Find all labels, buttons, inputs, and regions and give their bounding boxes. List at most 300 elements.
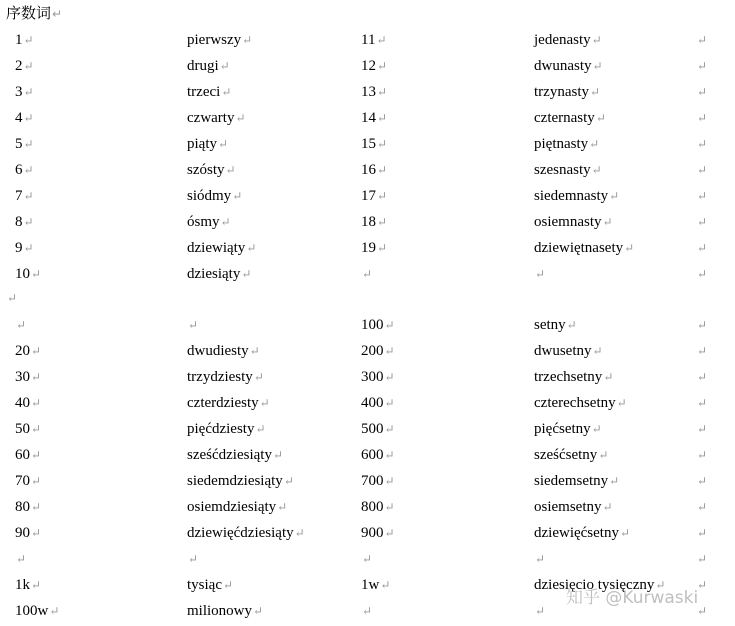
watermark: 知乎 @Kurwaski	[566, 588, 699, 608]
paragraph-mark-icon: ↵	[377, 241, 388, 255]
ordinal-word-cell: ósmy	[187, 214, 220, 230]
table-cell	[15, 471, 41, 491]
number-cell: 1	[15, 32, 23, 48]
paragraph-mark-icon: ↵	[535, 604, 546, 618]
paragraph-mark-icon: ↵	[535, 552, 546, 566]
ordinal-word-cell: dziewiętnasety	[534, 240, 624, 256]
ordinal-word-cell: siedemdziesiąty	[187, 473, 283, 489]
paragraph-mark-icon: ↵	[223, 578, 234, 592]
table-cell	[534, 341, 603, 361]
table-cell	[361, 445, 395, 465]
paragraph-mark-icon: ↵	[616, 396, 627, 410]
table-cell	[534, 56, 603, 76]
number-cell: 13	[361, 84, 376, 100]
number-cell: 90	[15, 525, 30, 541]
table-row	[0, 30, 735, 50]
paragraph-mark-icon: ↵	[241, 267, 252, 281]
number-cell: 400	[361, 395, 384, 411]
paragraph-mark-icon: ↵	[592, 59, 603, 73]
number-cell: 15	[361, 136, 376, 152]
paragraph-mark-icon: ↵	[220, 215, 231, 229]
table-cell	[187, 445, 283, 465]
paragraph-mark-icon: ↵	[697, 448, 708, 462]
number-cell: 800	[361, 499, 384, 515]
table-cell	[361, 315, 395, 335]
paragraph-mark-icon: ↵	[232, 189, 243, 203]
table-row	[0, 549, 735, 569]
paragraph-mark-icon: ↵	[697, 552, 708, 566]
table-cell	[534, 212, 613, 232]
paragraph-mark-icon: ↵	[697, 396, 708, 410]
paragraph-mark-icon: ↵	[219, 59, 230, 73]
table-cell	[15, 549, 26, 569]
paragraph-mark-icon: ↵	[609, 474, 620, 488]
paragraph-mark-icon: ↵	[380, 578, 391, 592]
table-cell	[187, 30, 252, 50]
paragraph-mark-icon: ↵	[619, 526, 631, 540]
table-cell	[187, 264, 251, 284]
paragraph-mark-icon: ↵	[7, 291, 18, 305]
number-cell: 200	[361, 343, 384, 359]
paragraph-mark-icon: ↵	[23, 85, 34, 99]
table-cell	[361, 549, 372, 569]
table-cell	[15, 445, 41, 465]
ordinal-word-cell: czternasty	[534, 110, 595, 126]
table-cell	[696, 393, 707, 413]
ordinal-word-cell: trzydziesty	[187, 369, 253, 385]
paragraph-mark-icon: ↵	[655, 578, 666, 592]
paragraph-mark-icon: ↵	[362, 267, 373, 281]
table-cell	[534, 549, 545, 569]
paragraph-mark-icon: ↵	[376, 33, 387, 47]
number-cell: 6	[15, 162, 23, 178]
table-row	[0, 82, 735, 102]
table-cell	[534, 134, 599, 154]
ordinal-word-cell: jedenasty	[534, 32, 591, 48]
table-row	[0, 108, 735, 128]
number-cell: 1w	[361, 577, 380, 593]
number-cell: 3	[15, 84, 23, 100]
table-cell	[696, 56, 707, 76]
paragraph-mark-icon: ↵	[377, 215, 388, 229]
ordinal-word-cell: pięćsetny	[534, 421, 591, 437]
page-title	[6, 3, 62, 23]
table-cell	[361, 56, 387, 76]
number-cell: 50	[15, 421, 30, 437]
number-cell: 70	[15, 473, 30, 489]
paragraph-mark-icon: ↵	[592, 344, 603, 358]
number-cell: 9	[15, 240, 23, 256]
table-cell	[15, 575, 41, 595]
table-cell	[361, 212, 387, 232]
paragraph-mark-icon: ↵	[221, 85, 232, 99]
table-cell	[187, 315, 198, 335]
table-cell	[15, 315, 26, 335]
number-cell: 7	[15, 188, 23, 204]
paragraph-mark-icon: ↵	[31, 526, 42, 540]
ordinal-word-cell: siódmy	[187, 188, 232, 204]
number-cell: 700	[361, 473, 384, 489]
table-cell	[361, 30, 387, 50]
table-row	[0, 367, 735, 387]
table-cell	[15, 186, 34, 206]
table-cell	[15, 212, 34, 232]
table-cell	[187, 108, 246, 128]
ordinal-word-cell: dziewięćdziesiąty	[187, 525, 294, 541]
table-cell	[15, 30, 34, 50]
table-row	[0, 56, 735, 76]
paragraph-mark-icon: ↵	[697, 163, 708, 177]
paragraph-mark-icon: ↵	[188, 552, 199, 566]
paragraph-mark-icon: ↵	[31, 474, 42, 488]
paragraph-mark-icon: ↵	[697, 111, 708, 125]
paragraph-mark-icon: ↵	[16, 318, 27, 332]
table-cell	[361, 523, 395, 543]
table-cell	[696, 160, 707, 180]
paragraph-mark-icon: ↵	[697, 59, 708, 73]
table-row	[0, 419, 735, 439]
table-cell	[534, 315, 577, 335]
paragraph-mark-icon: ↵	[283, 474, 294, 488]
ordinal-word-cell: setny	[534, 317, 566, 333]
number-cell: 1k	[15, 577, 30, 593]
paragraph-mark-icon: ↵	[31, 500, 42, 514]
ordinal-word-cell: siedemnasty	[534, 188, 609, 204]
number-cell: 16	[361, 162, 376, 178]
ordinal-word-cell: osiemsetny	[534, 499, 602, 515]
number-cell: 17	[361, 188, 376, 204]
number-cell: 19	[361, 240, 376, 256]
table-cell	[696, 186, 707, 206]
paragraph-mark-icon: ↵	[377, 85, 388, 99]
ordinal-word-cell: dwudiesty	[187, 343, 249, 359]
ordinal-word-cell: sześćdziesiąty	[187, 447, 272, 463]
table-cell	[187, 523, 305, 543]
table-cell	[361, 341, 395, 361]
table-cell	[187, 160, 236, 180]
table-row	[0, 341, 735, 361]
table-cell	[15, 82, 34, 102]
paragraph-mark-icon: ↵	[31, 448, 42, 462]
ordinal-word-cell: tysiąc	[187, 577, 222, 593]
table-cell	[696, 315, 707, 335]
number-cell: 11	[361, 32, 376, 48]
paragraph-mark-icon: ↵	[624, 241, 635, 255]
table-cell	[534, 30, 602, 50]
ordinal-word-cell: czterechsetny	[534, 395, 616, 411]
table-cell	[361, 186, 387, 206]
table-cell	[15, 601, 59, 621]
table-cell	[361, 134, 387, 154]
paragraph-mark-icon: ↵	[384, 318, 395, 332]
table-cell	[15, 264, 41, 284]
table-cell	[534, 367, 613, 387]
table-cell	[534, 186, 619, 206]
number-cell: 80	[15, 499, 30, 515]
table-cell	[15, 393, 41, 413]
paragraph-mark-icon: ↵	[591, 33, 602, 47]
ordinal-word-cell: osiemnasty	[534, 214, 602, 230]
paragraph-mark-icon: ↵	[384, 396, 395, 410]
ordinal-word-cell: piąty	[187, 136, 217, 152]
empty-paragraph	[6, 288, 17, 308]
ordinal-word-cell: trzeci	[187, 84, 221, 100]
paragraph-mark-icon: ↵	[52, 7, 63, 21]
table-cell	[534, 238, 634, 258]
table-cell	[534, 82, 600, 102]
number-cell: 5	[15, 136, 23, 152]
table-cell	[187, 212, 231, 232]
table-cell	[187, 134, 228, 154]
table-cell	[696, 445, 707, 465]
paragraph-mark-icon: ↵	[697, 578, 708, 592]
table-cell	[361, 367, 395, 387]
paragraph-mark-icon: ↵	[31, 370, 42, 384]
paragraph-mark-icon: ↵	[246, 241, 257, 255]
paragraph-mark-icon: ↵	[595, 111, 606, 125]
paragraph-mark-icon: ↵	[253, 604, 264, 618]
table-row	[0, 186, 735, 206]
number-cell: 30	[15, 369, 30, 385]
paragraph-mark-icon: ↵	[377, 163, 388, 177]
paragraph-mark-icon: ↵	[362, 552, 373, 566]
ordinal-word-cell: dziewiąty	[187, 240, 246, 256]
table-cell	[15, 497, 41, 517]
table-cell	[187, 471, 294, 491]
table-row	[0, 497, 735, 517]
paragraph-mark-icon: ↵	[377, 111, 388, 125]
paragraph-mark-icon: ↵	[591, 163, 602, 177]
table-cell	[187, 186, 242, 206]
table-row	[0, 238, 735, 258]
number-cell: 100	[361, 317, 384, 333]
paragraph-mark-icon: ↵	[384, 500, 395, 514]
paragraph-mark-icon: ↵	[598, 448, 609, 462]
table-cell	[15, 108, 34, 128]
table-cell	[534, 523, 630, 543]
paragraph-mark-icon: ↵	[377, 59, 388, 73]
paragraph-mark-icon: ↵	[272, 448, 284, 462]
ordinal-word-cell: osiemdziesiąty	[187, 499, 277, 515]
page-title-text: 序数词	[6, 4, 52, 22]
table-cell	[187, 341, 260, 361]
paragraph-mark-icon: ↵	[31, 396, 42, 410]
ordinal-word-cell: pierwszy	[187, 32, 242, 48]
ordinal-word-cell: trzynasty	[534, 84, 589, 100]
number-cell: 300	[361, 369, 384, 385]
number-cell: 12	[361, 58, 376, 74]
paragraph-mark-icon: ↵	[591, 422, 602, 436]
ordinal-word-cell: czwarty	[187, 110, 235, 126]
paragraph-mark-icon: ↵	[377, 189, 388, 203]
table-cell	[696, 212, 707, 232]
number-cell: 8	[15, 214, 23, 230]
table-cell	[534, 497, 613, 517]
paragraph-mark-icon: ↵	[294, 526, 305, 540]
paragraph-mark-icon: ↵	[31, 267, 42, 281]
ordinal-word-cell: drugi	[187, 58, 219, 74]
paragraph-mark-icon: ↵	[609, 189, 620, 203]
table-cell	[361, 238, 387, 258]
paragraph-mark-icon: ↵	[23, 189, 34, 203]
paragraph-mark-icon: ↵	[697, 604, 708, 618]
table-cell	[361, 575, 390, 595]
ordinal-word-cell: dziewięćsetny	[534, 525, 619, 541]
table-row	[0, 315, 735, 335]
paragraph-mark-icon: ↵	[602, 215, 613, 229]
table-cell	[534, 160, 602, 180]
paragraph-mark-icon: ↵	[362, 604, 373, 618]
ordinal-word-cell: dwunasty	[534, 58, 592, 74]
table-cell	[187, 56, 230, 76]
ordinal-word-cell: szósty	[187, 162, 225, 178]
paragraph-mark-icon: ↵	[31, 344, 42, 358]
paragraph-mark-icon: ↵	[23, 59, 34, 73]
paragraph-mark-icon: ↵	[249, 344, 260, 358]
table-cell	[361, 497, 395, 517]
paragraph-mark-icon: ↵	[384, 474, 395, 488]
ordinal-word-cell: piętnasty	[534, 136, 589, 152]
ordinal-word-cell: czterdziesty	[187, 395, 259, 411]
table-cell	[187, 419, 266, 439]
table-cell	[361, 393, 395, 413]
table-row	[0, 445, 735, 465]
table-cell	[696, 264, 707, 284]
table-cell	[696, 341, 707, 361]
paragraph-mark-icon: ↵	[384, 344, 395, 358]
ordinal-word-cell: sześćsetny	[534, 447, 598, 463]
table-cell	[534, 471, 619, 491]
table-cell	[187, 497, 287, 517]
paragraph-mark-icon: ↵	[235, 111, 246, 125]
paragraph-mark-icon: ↵	[589, 85, 601, 99]
ordinal-word-cell: pięćdziesty	[187, 421, 255, 437]
paragraph-mark-icon: ↵	[23, 111, 34, 125]
paragraph-mark-icon: ↵	[697, 370, 708, 384]
paragraph-mark-icon: ↵	[697, 267, 708, 281]
table-cell	[15, 134, 34, 154]
number-cell: 14	[361, 110, 376, 126]
table-cell	[361, 160, 387, 180]
ordinal-word-cell: siedemsetny	[534, 473, 609, 489]
table-cell	[534, 393, 627, 413]
paragraph-mark-icon: ↵	[697, 33, 708, 47]
paragraph-mark-icon: ↵	[218, 137, 229, 151]
table-cell	[696, 471, 707, 491]
table-cell	[534, 108, 606, 128]
paragraph-mark-icon: ↵	[697, 85, 708, 99]
table-row	[0, 523, 735, 543]
ordinal-word-cell: dziesiąty	[187, 266, 241, 282]
table-cell	[534, 264, 545, 284]
table-cell	[361, 264, 372, 284]
paragraph-mark-icon: ↵	[603, 370, 614, 384]
ordinal-word-cell: dziesięcio tysięczny	[534, 577, 655, 593]
table-cell	[534, 601, 545, 621]
table-cell	[696, 497, 707, 517]
paragraph-mark-icon: ↵	[23, 241, 34, 255]
table-row	[0, 134, 735, 154]
paragraph-mark-icon: ↵	[277, 500, 288, 514]
paragraph-mark-icon: ↵	[697, 422, 708, 436]
table-cell	[534, 419, 602, 439]
table-cell	[696, 549, 707, 569]
table-cell	[696, 30, 707, 50]
paragraph-mark-icon: ↵	[259, 396, 270, 410]
table-cell	[15, 367, 41, 387]
table-cell	[187, 393, 270, 413]
table-cell	[187, 82, 231, 102]
number-cell: 100w	[15, 603, 49, 619]
paragraph-mark-icon: ↵	[31, 578, 42, 592]
paragraph-mark-icon: ↵	[242, 33, 253, 47]
ordinal-word-cell: milionowy	[187, 603, 253, 619]
paragraph-mark-icon: ↵	[225, 163, 236, 177]
table-cell	[534, 445, 608, 465]
ordinal-word-cell: dwusetny	[534, 343, 592, 359]
paragraph-mark-icon: ↵	[23, 33, 34, 47]
paragraph-mark-icon: ↵	[384, 526, 395, 540]
number-cell: 60	[15, 447, 30, 463]
table-cell	[696, 108, 707, 128]
table-cell	[15, 160, 34, 180]
table-cell	[361, 108, 387, 128]
paragraph-mark-icon: ↵	[697, 344, 708, 358]
paragraph-mark-icon: ↵	[697, 526, 708, 540]
paragraph-mark-icon: ↵	[697, 215, 708, 229]
number-cell: 20	[15, 343, 30, 359]
paragraph-mark-icon: ↵	[23, 163, 34, 177]
table-cell	[361, 601, 372, 621]
table-cell	[361, 82, 387, 102]
paragraph-mark-icon: ↵	[253, 370, 264, 384]
paragraph-mark-icon: ↵	[697, 500, 708, 514]
table-row	[0, 471, 735, 491]
number-cell: 4	[15, 110, 23, 126]
paragraph-mark-icon: ↵	[23, 215, 34, 229]
paragraph-mark-icon: ↵	[697, 474, 708, 488]
table-cell	[15, 419, 41, 439]
table-cell	[361, 471, 395, 491]
table-row	[0, 160, 735, 180]
paragraph-mark-icon: ↵	[384, 448, 395, 462]
paragraph-mark-icon: ↵	[589, 137, 600, 151]
table-cell	[696, 82, 707, 102]
number-cell: 600	[361, 447, 384, 463]
table-cell	[15, 341, 41, 361]
paragraph-mark-icon: ↵	[188, 318, 199, 332]
number-cell: 900	[361, 525, 384, 541]
paragraph-mark-icon: ↵	[697, 137, 708, 151]
paragraph-mark-icon: ↵	[697, 241, 708, 255]
paragraph-mark-icon: ↵	[697, 318, 708, 332]
table-cell	[15, 238, 34, 258]
table-cell	[696, 134, 707, 154]
paragraph-mark-icon: ↵	[697, 189, 708, 203]
paragraph-mark-icon: ↵	[602, 500, 613, 514]
table-cell	[187, 601, 263, 621]
table-cell	[187, 238, 256, 258]
ordinal-word-cell: szesnasty	[534, 162, 591, 178]
paragraph-mark-icon: ↵	[23, 137, 34, 151]
paragraph-mark-icon: ↵	[31, 422, 42, 436]
paragraph-mark-icon: ↵	[384, 422, 395, 436]
paragraph-mark-icon: ↵	[384, 370, 395, 384]
paragraph-mark-icon: ↵	[377, 137, 388, 151]
table-cell	[361, 419, 395, 439]
ordinal-word-cell: trzechsetny	[534, 369, 603, 385]
table-cell	[187, 575, 233, 595]
